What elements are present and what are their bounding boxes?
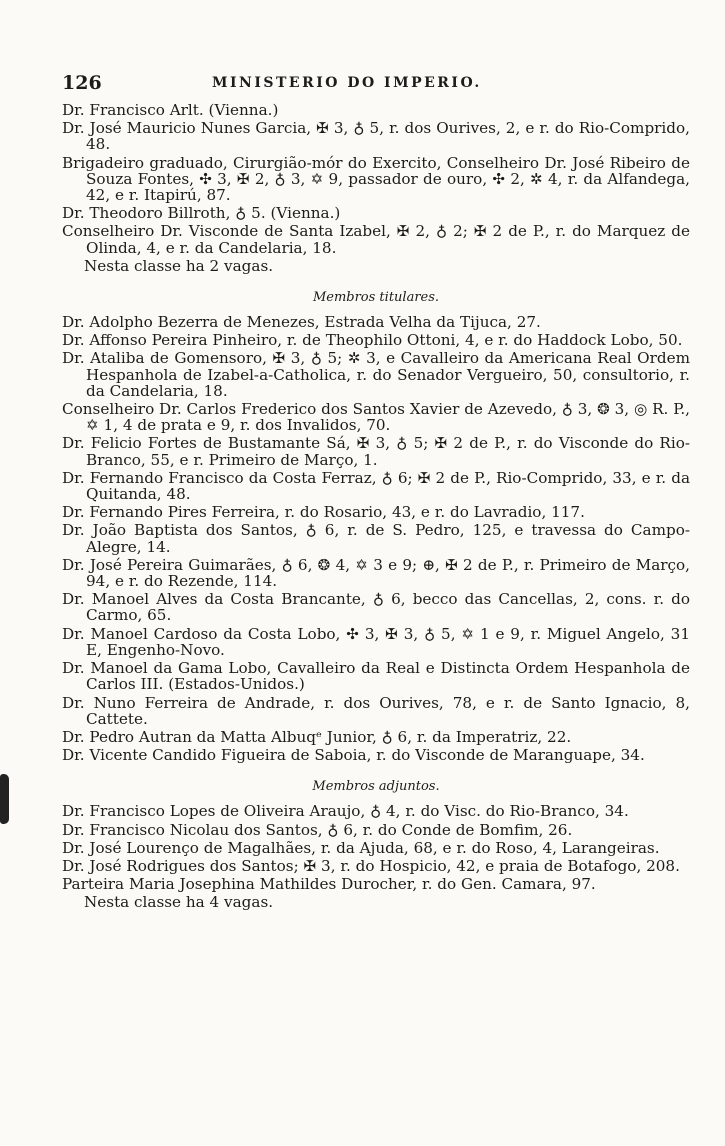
entry: Dr. Manoel Cardoso da Costa Lobo, ✣ 3, ✠ 3, ♁ 5, ✡ 1 e 9, r. Miguel Angelo, 31 E, Engenho-Novo.: [62, 624, 690, 659]
entry: Dr. Nuno Ferreira de Andrade, r. dos Ourives, 78, e r. de Santo Ignacio, 8, Cattete.: [62, 693, 690, 728]
entry: Parteira Maria Josephina Mathildes Durocher, r. do Gen. Camara, 97.: [62, 875, 596, 894]
entry: Dr. Francisco Arlt. (Vienna.): [62, 101, 279, 119]
page-number: 126: [62, 72, 102, 94]
entry: Dr. José Pereira Guimarães, ♁ 6, ❂ 4, ✡ 3 e 9; ⊕, ✠ 2 de P., r. Primeiro de Março, 94, e r. do Rezende, 114.: [62, 555, 690, 591]
entry: Dr. Vicente Candido Figueira de Saboia, r. do Visconde de Maranguape, 34.: [62, 746, 645, 765]
entry: Dr. Manoel Alves da Costa Brancante, ♁ 6, becco das Cancellas, 2, cons. r. do Carmo, 65.: [62, 590, 690, 625]
entry: Dr. Pedro Autran da Matta Albuqᵉ Junior, ♁ 6, r. da Imperatriz, 22.: [62, 727, 572, 746]
vacancy-note: Nesta classe ha 2 vagas.: [84, 256, 274, 275]
binding-shadow: [0, 774, 9, 824]
running-title: MINISTERIO DO IMPERIO.: [212, 75, 482, 91]
entry: Dr. Manoel da Gama Lobo, Cavalleiro da Real e Distincta Ordem Hespanhola de Carlos III. (Estados-Unidos.): [62, 659, 690, 694]
entry: Dr. Fernando Francisco da Costa Ferraz, ♁ 6; ✠ 2 de P., Rio-Comprido, 33, e r. da Quitanda, 48.: [62, 468, 690, 504]
entry: Dr. Theodoro Billroth, ♁ 5. (Vienna.): [62, 204, 341, 223]
entry: Dr. Fernando Pires Ferreira, r. do Rosario, 43, e r. do Lavradio, 117.: [62, 503, 585, 522]
section-heading-titulares: Membros titulares.: [312, 290, 440, 306]
vacancy-note: Nesta classe ha 4 vagas.: [84, 893, 274, 912]
page-header: [62, 72, 690, 98]
page: [62, 72, 690, 913]
section-heading-adjuntos: Membros adjuntos.: [312, 779, 440, 795]
entry: Dr. Ataliba de Gomensoro, ✠ 3, ♁ 5; ✲ 3, e Cavalleiro da Americana Real Ordem Hespanhola de Izabel-a-Catholica, r. do Senador Vergueiro, 50, consultorio, r. da Candelaria, 18.: [62, 349, 690, 400]
entry: Conselheiro Dr. Visconde de Santa Izabel, ✠ 2, ♁ 2; ✠ 2 de P., r. do Marquez de Olinda, 4, e r. da Candelaria, 18.: [62, 222, 690, 257]
entry: Dr. Francisco Lopes de Oliveira Araujo, ♁ 4, r. do Visc. do Rio-Branco, 34.: [62, 802, 629, 821]
entry: Dr. João Baptista dos Santos, ♁ 6, r. de S. Pedro, 125, e travessa do Campo-Alegre, 14.: [62, 521, 690, 556]
entry: Dr. José Mauricio Nunes Garcia, ✠ 3, ♁ 5, r. dos Ourives, 2, e r. do Rio-Comprido, 48.: [62, 119, 690, 154]
entry: Dr. José Rodrigues dos Santos; ✠ 3, r. do Hospicio, 42, e praia de Botafogo, 208.: [62, 856, 680, 875]
entry: Dr. Francisco Nicolau dos Santos, ♁ 6, r. do Conde de Bomfim, 26.: [62, 820, 573, 839]
entry: Brigadeiro graduado, Cirurgião-mór do Exercito, Conselheiro Dr. José Ribeiro de Souza Fontes, ✣ 3, ✠ 2, ♁ 3, ✡ 9, passador de ouro, ✣ 2, ✲ 4, r. da Alfandega, 42, e r. Itapirú, 87.: [62, 153, 690, 205]
entry: Conselheiro Dr. Carlos Frederico dos Santos Xavier de Azevedo, ♁ 3, ❂ 3, ◎ R. P., ✡ 1, 4 de prata e 9, r. dos Invalidos, 70.: [62, 400, 690, 435]
entry: Dr. Affonso Pereira Pinheiro, r. de Theophilo Ottoni, 4, e r. do Haddock Lobo, 50.: [62, 331, 683, 350]
entry: Dr. Felicio Fortes de Bustamante Sá, ✠ 3, ♁ 5; ✠ 2 de P., r. do Visconde do Rio-Branco, 55, e r. Primeiro de Março, 1.: [62, 434, 690, 469]
entry: Dr. Adolpho Bezerra de Menezes, Estrada Velha da Tijuca, 27.: [62, 313, 541, 332]
entry: Dr. José Lourenço de Magalhães, r. da Ajuda, 68, e r. do Roso, 4, Larangeiras.: [62, 838, 660, 857]
